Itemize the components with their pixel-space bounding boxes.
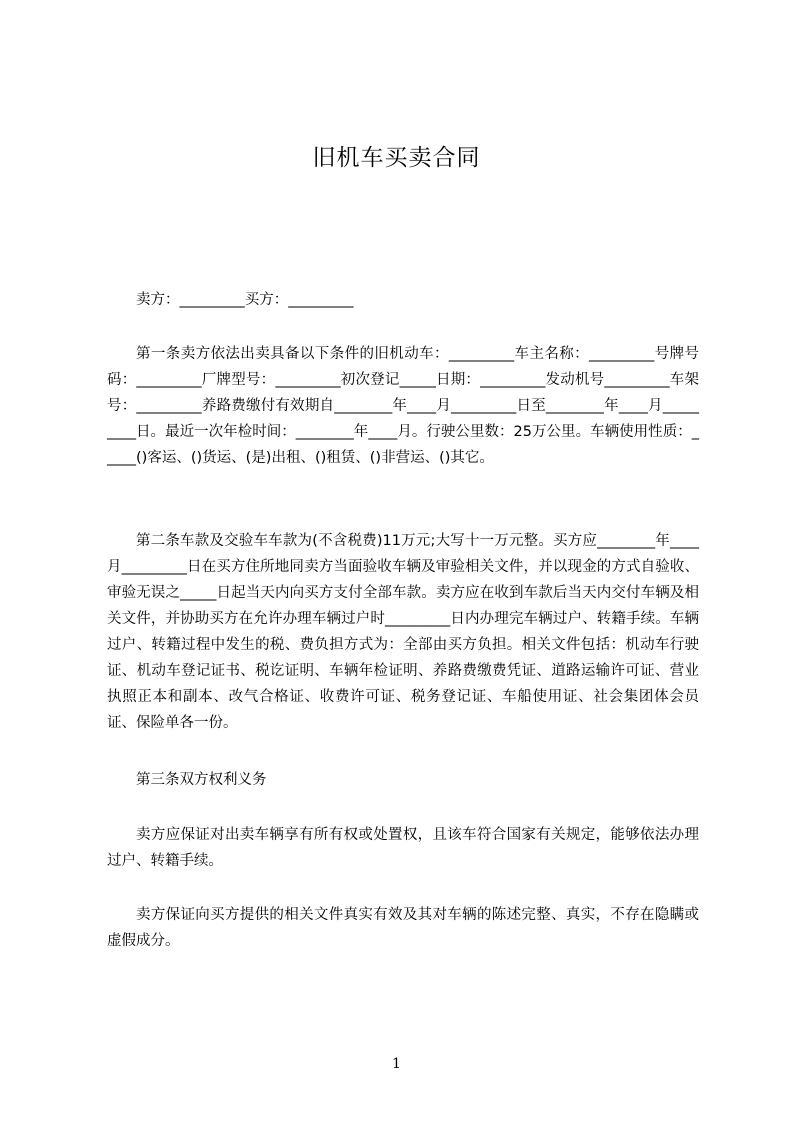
article-1-vehicle-conditions: 第一条卖方依法出卖具备以下条件的旧机动车：_________车主名称：_________号牌号码：_________厂牌型号：_________初次登记_____日期：_________发动机号_________车架号：_________养路费缴付有效期自________年____月_________日至________年____月_________日。最近一次年检时间：________年____月。行驶公里数：25万公里。车辆使用性质：_____()客运、()货运、(是)出租、()租赁、()非营运、()其它。 [107, 346, 699, 466]
document-title: 旧机车买卖合同 [312, 145, 481, 171]
article-3-seller-documents-clause: 卖方保证向买方提供的相关文件真实有效及其对车辆的陈述完整、真实，不存在隐瞒或虚假成分。 [107, 907, 699, 949]
page-number: 1 [392, 1056, 401, 1072]
parties-line: 卖方：_________买方：_________ [136, 292, 354, 308]
article-3-heading: 第三条双方权利义务 [136, 772, 267, 788]
article-2-payment-and-delivery: 第二条车款及交验车车款为(不含税费)11万元;大写十一万元整。买方应________年____月_________日在买方住所地同卖方当面验收车辆及审验相关文件，并以现金的方式自验收、审验无误之_____日起当天内向买方支付全部车款。卖方应在收到车款后当天内交付车辆及相关文件，并协助买方在允许办理车辆过户时_________日内办理完车辆过户、转籍手续。车辆过户、转籍过程中发生的税、费负担方式为：全部由买方负担。相关文件包括：机动车行驶证、机动车登记证书、税讫证明、车辆年检证明、养路费缴费凭证、道路运输许可证、营业执照正本和副本、改气合格证、收费许可证、税务登记证、车船使用证、社会集团体会员证、保险单各一份。 [107, 533, 699, 731]
article-3-seller-ownership-clause: 卖方应保证对出卖车辆享有所有权或处置权，且该车符合国家有关规定，能够依法办理过户、转籍手续。 [107, 827, 699, 869]
